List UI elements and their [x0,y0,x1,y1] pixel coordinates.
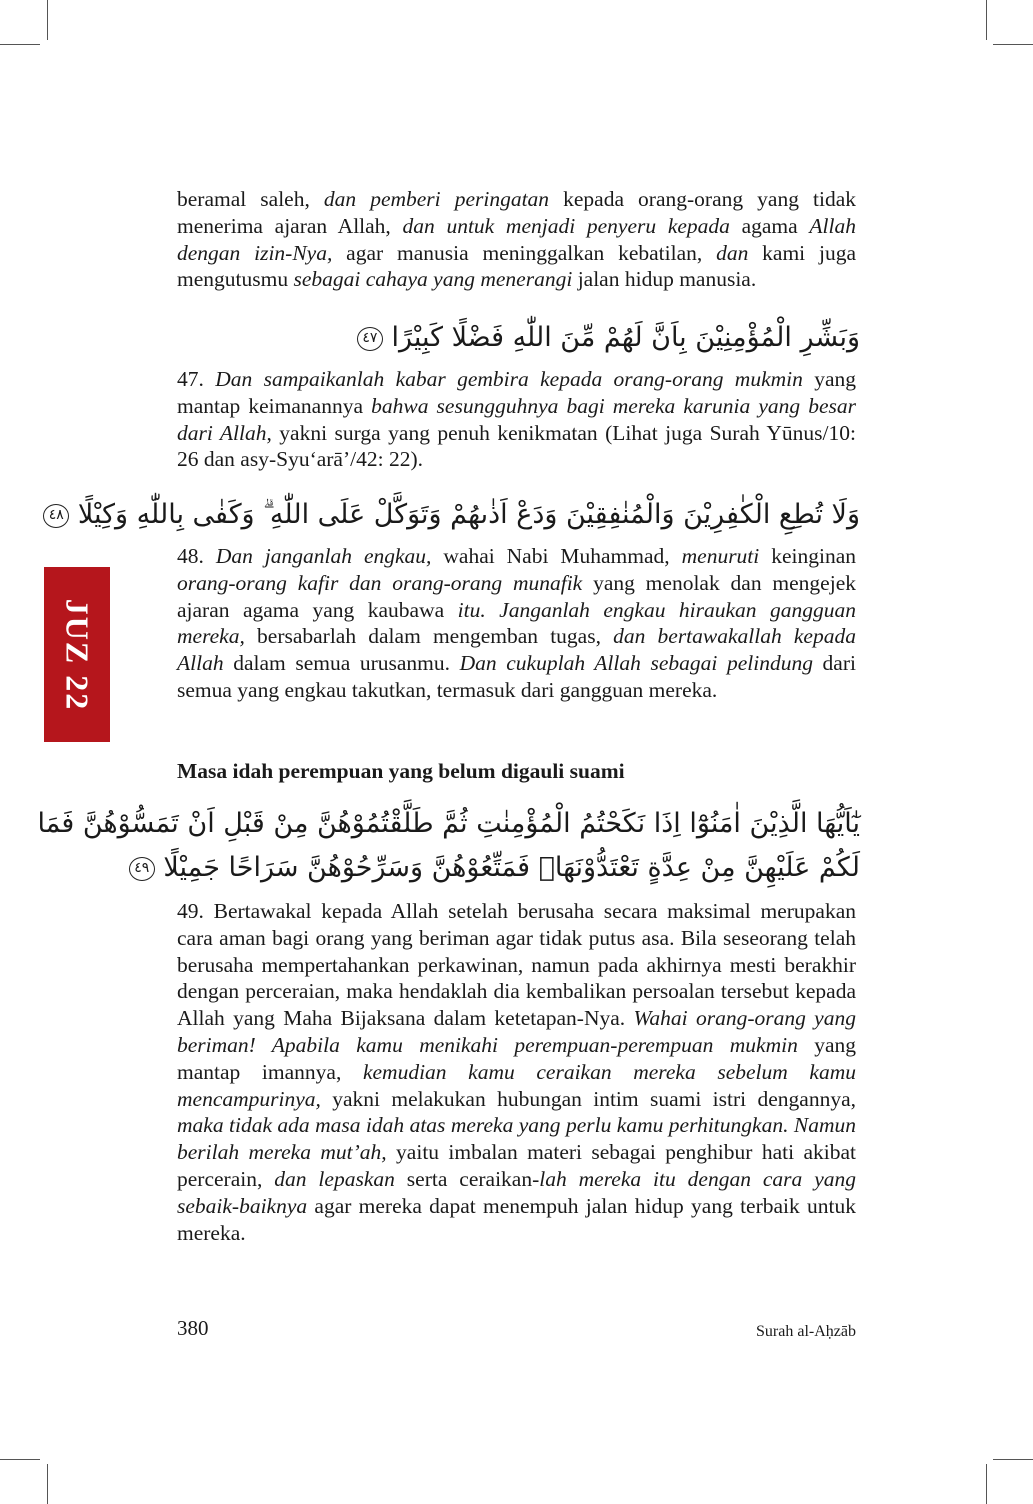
text-run: yakni melakukan hubungan intim suami istri dengannya, [320,1086,856,1111]
text-run: jalan hidup manusia. [572,267,757,292]
crop-mark [993,1459,1033,1460]
italic-text-run: kemudian kamu ceraikan mereka sebelum kamu mencampurinya, [177,1059,856,1111]
italic-text-run: menuruti [681,544,760,568]
arabic-text: وَلَا تُطِعِ الْكٰفِرِيْنَ وَالْمُنٰفِقِيْنَ وَدَعْ اَذٰىهُمْ وَتَوَكَّلْ عَلَى اللّٰهِ ۗ وَكَفٰى بِاللّٰهِ وَكِيْلًا [77,499,860,530]
running-footer-surah: Surah al-Aḥzāb [756,1323,856,1340]
ayah-number-marker: ٤٨ [43,504,69,528]
text-run: 48. [177,544,216,568]
italic-text-run: Dan cukuplah Allah sebagai pelindung [459,651,813,676]
page-number: 380 [177,1316,209,1340]
arabic-verse-47 [177,316,860,360]
text-run: yaitu imbalan materi sebagai penghibur hati akibat percerain, [177,1140,856,1191]
italic-text-run: orang-orang kafir dan orang-orang munafik [177,570,583,595]
ayah-number-marker: ٤٧ [357,327,383,351]
italic-text-run: itu. Janganlah engkau hiraukan gangguan mereka, [177,597,856,649]
juz-label: JUZ 22 [59,598,96,711]
italic-text-run: dan pemberi peringatan [323,187,550,211]
arabic-verse-49-line-2 [134,846,860,890]
text-run: yang menolak dan mengejek ajaran agama yang kaubawa [177,570,856,622]
text-run: agar mereka dapat menempuh jalan hidup yang terbaik untuk mereka. [177,1193,856,1245]
italic-text-run: Wahai orang-orang yang beriman! Apabila kamu menikahi perempuan-perempuan mukmin [177,1006,856,1057]
text-run: agama [729,213,810,238]
italic-text-run: dan lepaskan [274,1166,395,1191]
italic-text-run: Allah dengan izin-Nya, [177,213,856,265]
italic-text-run: dan [716,240,749,265]
text-run: beramal saleh, [177,187,324,211]
text-run: dalam semua urusanmu. [223,651,460,676]
italic-text-run: sebagai cahaya yang menerangi [293,267,573,292]
italic-text-run: Dan sampaikanlah kabar gembira kepada orang-orang mukmin [215,367,803,391]
paragraph-49 [177,898,856,1246]
crop-mark [0,44,40,45]
text-run: kami juga mengutusmu [177,240,856,292]
italic-text-run: maka tidak ada masa idah atas mereka yang perlu kamu perhitungkan. Namun berilah mereka mut’ah, [177,1113,856,1165]
text-run: agar manusia meninggalkan kebatilan, [332,240,717,265]
crop-mark [0,1459,40,1460]
text-run: wahai Nabi Muhammad, [431,544,682,568]
italic-text-run: lah mereka itu dengan cara yang sebaik-baiknya [177,1166,856,1218]
paragraph-47 [177,366,856,473]
text-run: , yakni surga yang penuh kenikmatan (Lihat juga Surah Yūnus/10: 26 dan asy-Syu‘arā’/42: 22). [177,420,856,472]
crop-mark [993,44,1033,45]
section-heading: Masa idah perempuan yang belum digauli suami [177,759,625,783]
crop-mark [986,0,987,40]
arabic-verse-49-line-1 [37,802,860,846]
juz-tab [44,567,110,742]
text-run: 47. [177,367,216,391]
italic-text-run: dan bertawakallah kepada Allah [177,624,856,676]
paragraph-intro [177,186,856,293]
text-run: serta ceraikan- [394,1166,540,1191]
arabic-verse-48 [48,493,860,537]
italic-text-run: dan untuk menjadi penyeru kepada [402,213,730,238]
italic-text-run: Dan janganlah engkau, [215,544,432,568]
crop-mark [47,1464,48,1504]
ayah-number-marker: ٤٩ [129,857,155,881]
text-run: keinginan [759,544,856,568]
text-run: yang mantap imannya, [177,1032,857,1084]
crop-mark [986,1464,987,1504]
crop-mark [47,0,48,40]
text-run: yang mantap keimanannya [177,367,857,418]
arabic-text: يٰٓاَيُّهَا الَّذِيْنَ اٰمَنُوْٓا اِذَا نَكَحْتُمُ الْمُؤْمِنٰتِ ثُمَّ طَلَّقْتُمُوْهُنَّ مِنْ قَبْلِ اَنْ تَمَسُّوْهُنَّ فَمَا [37,808,860,839]
text-run: kepada orang-orang yang tidak menerima ajaran Allah, [177,187,856,238]
arabic-text: وَبَشِّرِ الْمُؤْمِنِيْنَ بِاَنَّ لَهُمْ مِّنَ اللّٰهِ فَضْلًا كَبِيْرًا [391,322,860,353]
text-run: bersabarlah dalam mengemban tugas, [244,624,614,649]
italic-text-run: bahwa sesungguhnya bagi mereka karunia yang besar dari Allah [177,393,857,445]
arabic-text: لَكُمْ عَلَيْهِنَّ مِنْ عِدَّةٍ تَعْتَدُّوْنَهَاۚ فَمَتِّعُوْهُنَّ وَسَرِّحُوْهُنَّ سَرَاحًا جَمِيْلًا [163,852,860,883]
text-run: 49. Bertawakal kepada Allah setelah berusaha secara maksimal merupakan cara aman bagi orang yang beriman agar tidak putus asa. Bila seseorang telah berusaha mempertahankan perkawinan, namun pada akhirnya mesti berakhir dengan perceraian, maka hendaklah dia kembalikan persoalan tersebut kepada Allah yang Maha Bijaksana dalam ketetapan-Nya. [177,899,856,1031]
text-run: dari semua yang engkau takutkan, termasuk dari gangguan mereka. [177,651,856,702]
paragraph-48 [177,543,856,704]
